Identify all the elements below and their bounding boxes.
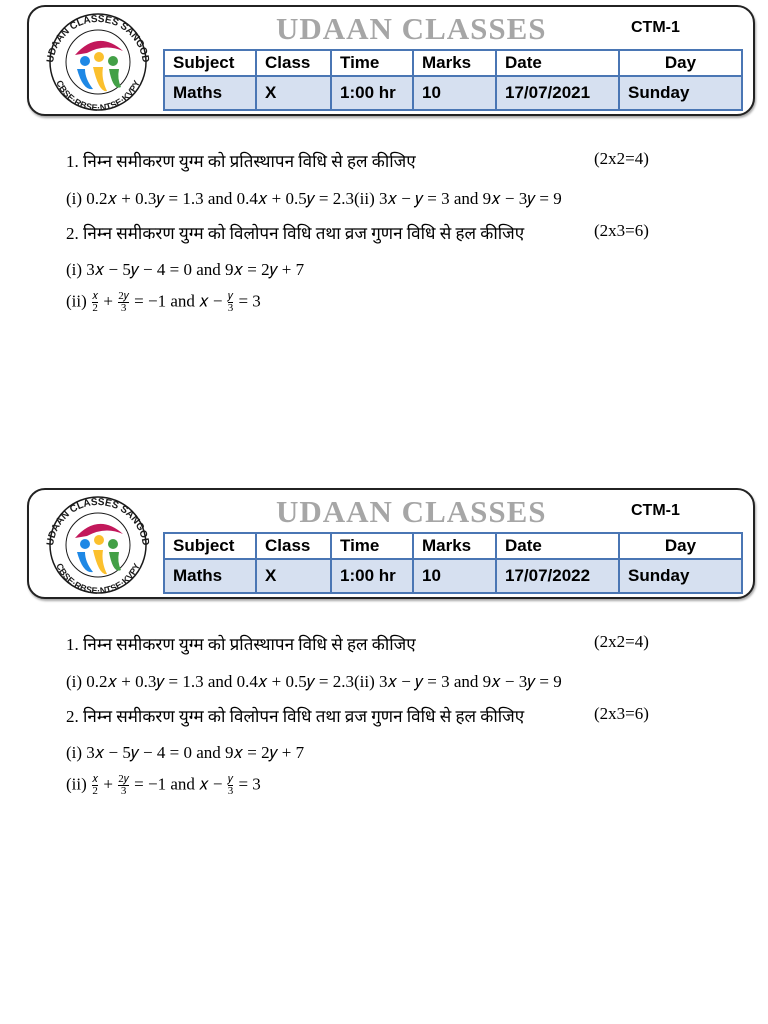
fraction-x-over-2 — [92, 774, 98, 797]
question-1-part-ii: (ii) 3𝑥 − 𝑦 = 3 and 9𝑥 − 3𝑦 = 9 — [354, 189, 562, 208]
header-class: Class — [256, 533, 331, 559]
plus-sign: + — [103, 291, 114, 311]
value-date: 17/07/2021 — [496, 76, 619, 110]
table-value-row — [164, 76, 742, 110]
value-date: 17/07/2022 — [496, 559, 619, 593]
question-2 — [66, 221, 649, 244]
logo-ring-text: UDAAN CLASSES SANGOD — [45, 13, 151, 64]
question-1-text: 1. निम्न समीकरण युग्म को प्रतिस्थापन विधि से हल कीजिए — [66, 152, 416, 171]
plus-sign: + — [103, 774, 114, 794]
denominator: 3 — [118, 302, 129, 314]
question-1-parts — [66, 189, 562, 209]
numerator: 𝑦 — [227, 290, 233, 302]
question-1-marks: (2x2=4) — [594, 632, 649, 651]
udaan-logo-icon — [35, 492, 161, 594]
fraction-y-over-3 — [228, 774, 234, 797]
value-day: Sunday — [619, 559, 742, 593]
header-class: Class — [256, 50, 331, 76]
header-box — [27, 5, 755, 116]
test-info-table — [163, 532, 743, 594]
value-class: X — [256, 76, 331, 110]
value-marks: 10 — [413, 76, 496, 110]
udaan-logo-icon — [35, 9, 161, 111]
question-2-marks: (2x3=6) — [594, 704, 649, 723]
part-label: (ii) — [66, 774, 87, 794]
header-day: Day — [619, 50, 742, 76]
brand-title: UDAAN CLASSES — [276, 494, 547, 529]
header-date: Date — [496, 533, 619, 559]
value-time: 1:00 hr — [331, 559, 413, 593]
brand-title: UDAAN CLASSES — [276, 11, 547, 46]
question-2-text: 2. निम्न समीकरण युग्म को विलोपन विधि तथा व्रज गुणन विधि से हल कीजिए — [66, 224, 525, 243]
header-date: Date — [496, 50, 619, 76]
value-time: 1:00 hr — [331, 76, 413, 110]
header-subject: Subject — [164, 533, 256, 559]
test-sheet-1 — [0, 0, 768, 480]
test-sheet-2 — [0, 483, 768, 963]
logo-ring-text: UDAAN CLASSES SANGOD — [45, 496, 151, 547]
question-2-part-i: (i) 3𝑥 − 5𝑦 − 4 = 0 and 9𝑥 = 2𝑦 + 7 — [66, 743, 305, 762]
test-code: CTM-1 — [631, 19, 680, 36]
table-header-row — [164, 50, 742, 76]
header-time: Time — [331, 50, 413, 76]
table-value-row — [164, 559, 742, 593]
question-2-text: 2. निम्न समीकरण युग्म को विलोपन विधि तथा व्रज गुणन विधि से हल कीजिए — [66, 707, 525, 726]
equation-middle: = −1 and 𝑥 − — [134, 291, 223, 311]
equation-end: = 3 — [238, 291, 261, 311]
question-1-text: 1. निम्न समीकरण युग्म को प्रतिस्थापन विधि से हल कीजिए — [66, 635, 416, 654]
table-header-row — [164, 533, 742, 559]
question-1-marks: (2x2=4) — [594, 149, 649, 168]
denominator: 2 — [92, 785, 98, 797]
header-marks: Marks — [413, 50, 496, 76]
value-subject: Maths — [164, 559, 256, 593]
test-code: CTM-1 — [631, 502, 680, 519]
question-2-part-ii — [66, 774, 261, 797]
question-1-part-ii: (ii) 3𝑥 − 𝑦 = 3 and 9𝑥 − 3𝑦 = 9 — [354, 672, 562, 691]
question-2 — [66, 704, 649, 727]
header-subject: Subject — [164, 50, 256, 76]
header-day: Day — [619, 533, 742, 559]
numerator: 2𝑦 — [118, 290, 129, 302]
fraction-y-over-3 — [228, 291, 234, 314]
logo-bottom-text: CBSE·RBSE·NTSE·KVPY — [54, 561, 142, 594]
value-marks: 10 — [413, 559, 496, 593]
header-box — [27, 488, 755, 599]
header-time: Time — [331, 533, 413, 559]
numerator: 𝑥 — [92, 773, 99, 785]
fraction-2y-over-3 — [118, 291, 129, 314]
fraction-x-over-2 — [92, 291, 98, 314]
part-label: (ii) — [66, 291, 87, 311]
denominator: 3 — [118, 785, 129, 797]
question-2-part-ii — [66, 291, 261, 314]
value-subject: Maths — [164, 76, 256, 110]
denominator: 3 — [227, 785, 234, 797]
test-info-table — [163, 49, 743, 111]
equation-end: = 3 — [238, 774, 261, 794]
numerator: 2𝑦 — [118, 773, 129, 785]
numerator: 𝑦 — [227, 773, 233, 785]
logo-bottom-text: CBSE·RBSE·NTSE·KVPY — [54, 78, 142, 111]
header-marks: Marks — [413, 533, 496, 559]
fraction-2y-over-3 — [118, 774, 129, 797]
value-day: Sunday — [619, 76, 742, 110]
question-2-part-i: (i) 3𝑥 − 5𝑦 − 4 = 0 and 9𝑥 = 2𝑦 + 7 — [66, 260, 305, 279]
equation-middle: = −1 and 𝑥 − — [134, 774, 223, 794]
value-class: X — [256, 559, 331, 593]
question-1-part-i: (i) 0.2𝑥 + 0.3𝑦 = 1.3 and 0.4𝑥 + 0.5𝑦 = 2.3 — [66, 189, 355, 208]
question-1 — [66, 149, 649, 172]
question-1 — [66, 632, 649, 655]
numerator: 𝑥 — [92, 290, 99, 302]
question-1-part-i: (i) 0.2𝑥 + 0.3𝑦 = 1.3 and 0.4𝑥 + 0.5𝑦 = 2.3 — [66, 672, 355, 691]
question-1-parts — [66, 672, 562, 692]
denominator: 3 — [227, 302, 234, 314]
denominator: 2 — [92, 302, 98, 314]
question-2-marks: (2x3=6) — [594, 221, 649, 240]
